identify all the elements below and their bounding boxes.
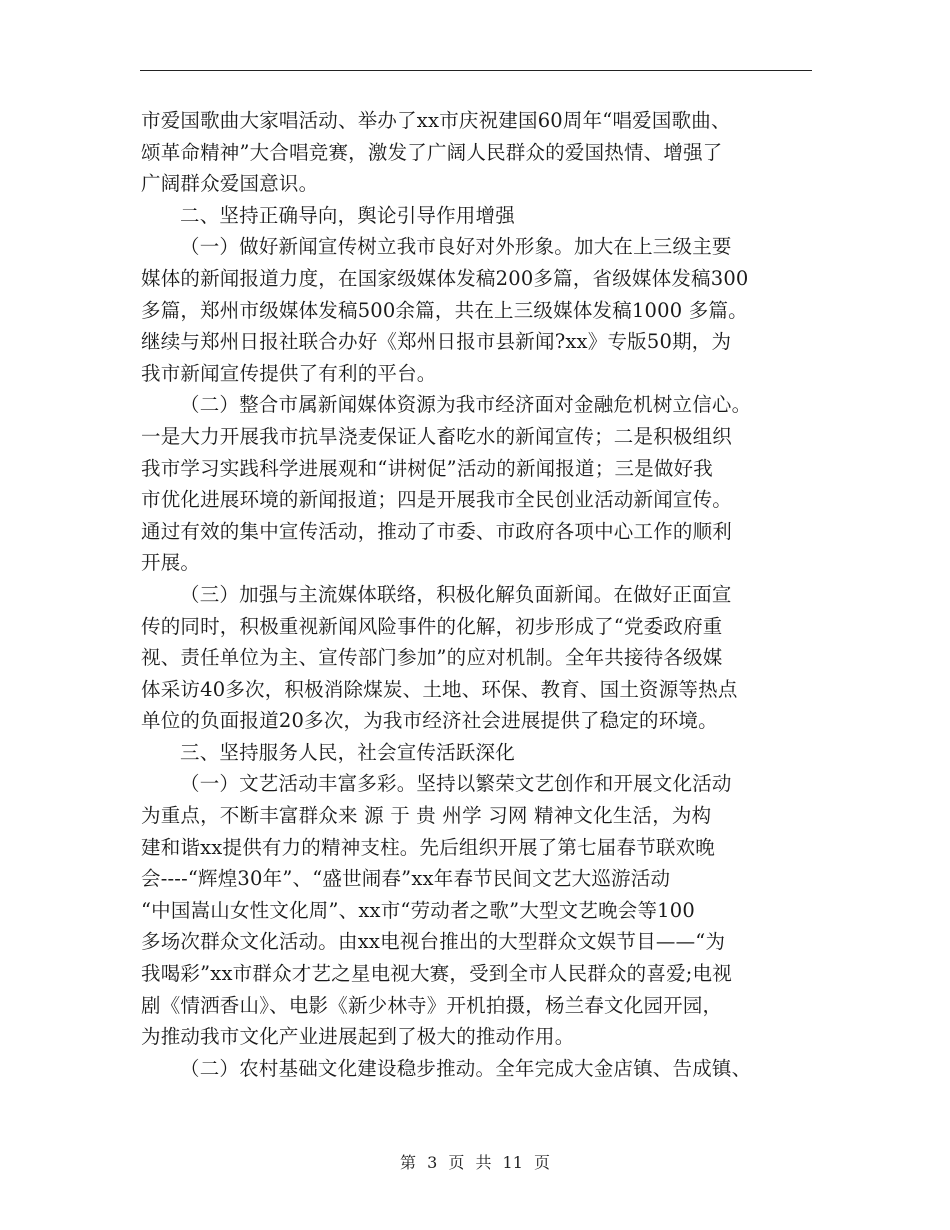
paragraph-line-indented: 三、坚持服务人民，社会宣传活跃深化 [180,740,515,764]
header-rule [140,70,812,71]
paragraph-line: 单位的负面报道20多次，为我市经济社会进展提供了稳定的环境。 [141,709,718,733]
page-number: 第 3 页 共 11 页 [400,1153,550,1172]
paragraph-line: 视、责任单位为主、宣传部门参加”的应对机制。全年共接待各级媒 [141,646,723,670]
paragraph-line: 多篇，郑州市级媒体发稿500余篇，共在上三级媒体发稿1000 多篇。 [141,298,748,322]
paragraph-line: 市爱国歌曲大家唱活动、举办了xx市庆祝建国60周年“唱爱国歌曲、 [141,109,731,132]
paragraph-line: 媒体的新闻报道力度，在国家级媒体发稿200多篇，省级媒体发稿300 [141,266,749,290]
paragraph-line: 会----“辉煌30年”、“盛世闹春”xx年春节民间文艺大巡游活动 [141,867,671,891]
paragraph-line: 我喝彩”xx市群众才艺之星电视大赛，受到全市人民群众的喜爱;电视 [141,962,732,986]
document-body [141,105,813,1084]
paragraph-line-indented: （一）做好新闻宣传树立我市良好对外形象。加大在上三级主要 [180,235,732,259]
paragraph-line: 广阔群众爱国意识。 [141,172,319,196]
paragraph-line-indented: （二）农村基础文化建设稳步推动。全年完成大金店镇、告成镇、 [180,1056,752,1080]
paragraph-line: 一是大力开展我市抗旱浇麦保证人畜吃水的新闻宣传；二是积极组织 [141,424,733,448]
paragraph-line-indented: （三）加强与主流媒体联络，积极化解负面新闻。在做好正面宣 [180,582,732,606]
paragraph-line: 多场次群众文化活动。由xx电视台推出的大型群众文娱节目——“为 [141,930,726,954]
paragraph-line: 为推动我市文化产业进展起到了极大的推动作用。 [141,1025,575,1049]
paragraph-line-indented: （二）整合市属新闻媒体资源为我市经济面对金融危机树立信心。 [180,393,752,417]
paragraph-line: “中国嵩山女性文化周”、xx市“劳动者之歌”大型文艺晚会等100 [141,898,695,922]
paragraph-line: 我市学习实践科学进展观和“讲树促”活动的新闻报道；三是做好我 [141,456,713,480]
paragraph-line: 剧《情洒香山》、电影《新少林寺》开机拍摄，杨兰春文化园开园， [141,993,723,1017]
paragraph-line: 继续与郑州日报社联合办好《郑州日报市县新闻?xx》专版50期，为 [141,330,732,354]
paragraph-line: 建和谐xx提供有力的精神支柱。先后组织开展了第七届春节联欢晚 [141,835,715,859]
paragraph-line: 颂革命精神”大合唱竞赛，激发了广阔人民群众的爱国热情、增强了 [141,140,723,164]
paragraph-line-indented: （一）文艺活动丰富多彩。坚持以繁荣文艺创作和开展文化活动 [180,772,732,796]
paragraph-line: 为重点，不断丰富群众来 源 于 贵 州学 习网 精神文化生活，为构 [141,804,712,828]
paragraph-line-indented: 二、坚持正确导向，舆论引导作用增强 [180,203,515,227]
paragraph-line: 我市新闻宣传提供了有利的平台。 [141,361,437,385]
paragraph-line: 开展。 [141,551,201,575]
paragraph-line: 市优化进展环境的新闻报道；四是开展我市全民创业活动新闻宣传。 [141,488,733,512]
paragraph-line: 体采访40多次，积极消除煤炭、土地、环保、教育、国土资源等热点 [141,677,738,701]
paragraph-line: 传的同时，积极重视新闻风险事件的化解，初步形成了“党委政府重 [141,614,723,638]
paragraph-line: 通过有效的集中宣传活动，推动了市委、市政府各项中心工作的顺利 [141,519,733,543]
